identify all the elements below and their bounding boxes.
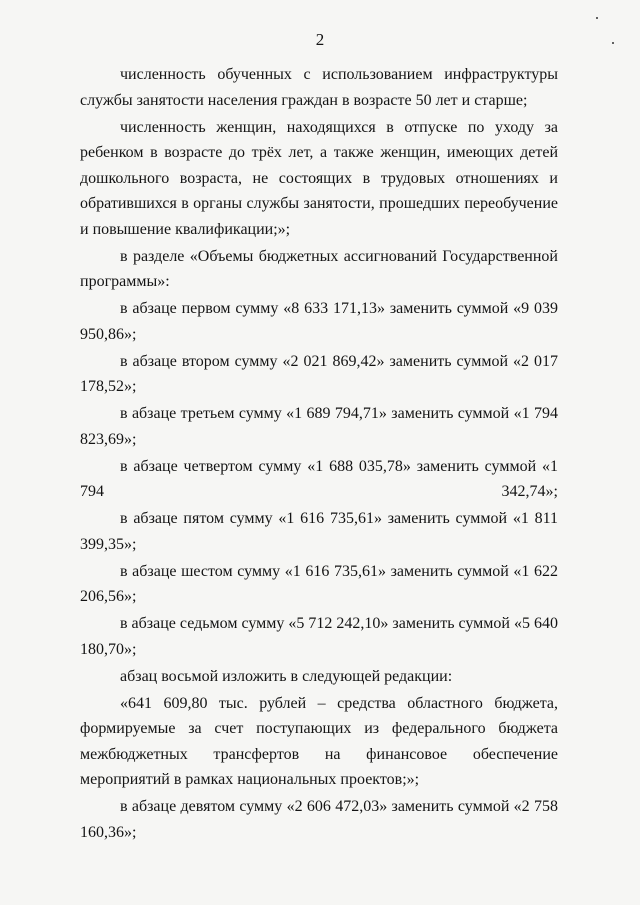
paragraph-eighth-restatement-text: «641 609,80 тыс. рублей – средства областного бюджета, формируемые за счет поступающих из федерального бюджета межбюджетных трансфертов на финансовое обеспечение мероприятий в рамках национальных проектов;»; [80,694,558,788]
scan-speck-mark [596,17,598,19]
paragraph-amendment-sixth: в абзаце шестом сумму «1 616 735,61» заменить суммой «1 622 206,56»; [80,562,558,605]
paragraph-women-on-leave: численность женщин, находящихся в отпуске по уходу за ребенком в возрасте до трёх лет, а также женщин, имеющих детей дошкольного возраста, не состоящих в трудовых отношениях и обратившихся в органы службы занятости, прошедших переобучение и повышение квалификации;»; [80,118,558,238]
document-body [80,62,558,847]
paragraph-budget-section-heading: в разделе «Объемы бюджетных ассигнований Государственной программы»: [80,247,558,290]
paragraph-amendment-fourth: в абзаце четвертом сумму «1 688 035,78» заменить суммой «1 794 342,74»; [80,457,558,500]
paragraph-amendment-second: в абзаце втором сумму «2 021 869,42» заменить суммой «2 017 178,52»; [80,352,558,395]
paragraph-amendment-seventh: в абзаце седьмом сумму «5 712 242,10» заменить суммой «5 640 180,70»; [80,615,558,658]
paragraph-amendment-fifth: в абзаце пятом сумму «1 616 735,61» заменить суммой «1 811 399,35»; [80,510,558,553]
scan-speck-mark [612,42,614,44]
paragraph-trained-citizens-50-plus: численность обученных с использованием инфраструктуры службы занятости населения граждан в возрасте 50 лет и старше; [80,66,558,109]
paragraph-amendment-third: в абзаце третьем сумму «1 689 794,71» заменить суммой «1 794 823,69»; [80,405,558,448]
paragraph-amendment-first: в абзаце первом сумму «8 633 171,13» заменить суммой «9 039 950,86»; [80,300,558,343]
paragraph-amendment-ninth: в абзаце девятом сумму «2 606 472,03» заменить суммой «2 758 160,36»; [80,798,558,841]
paragraph-eighth-restatement-intro: абзац восьмой изложить в следующей редакции: [120,667,453,685]
page-number: 2 [315,30,325,49]
